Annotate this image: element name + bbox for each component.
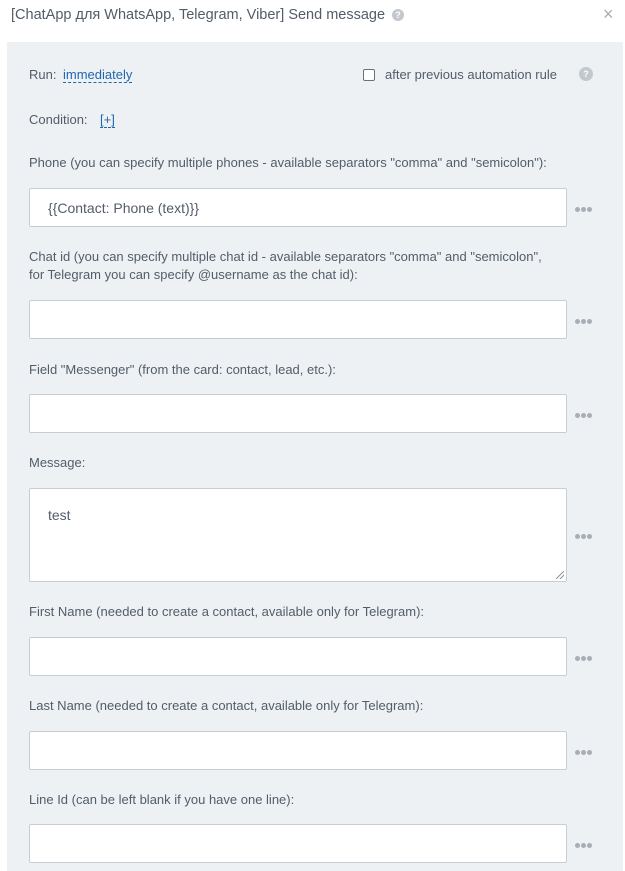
- phone-input[interactable]: [29, 188, 567, 227]
- line-id-label: Line Id (can be left blank if you have one line):: [29, 792, 295, 807]
- settings-panel: [7, 42, 623, 871]
- close-icon[interactable]: ×: [603, 4, 614, 24]
- first-name-input[interactable]: [29, 637, 567, 676]
- last-name-more-icon[interactable]: [575, 746, 593, 758]
- messenger-label: Field "Messenger" (from the card: contact, lead, etc.):: [29, 362, 336, 377]
- line-id-input[interactable]: [29, 824, 567, 863]
- message-textarea-value: test: [48, 507, 71, 523]
- phone-more-icon[interactable]: [575, 203, 593, 215]
- help-icon[interactable]: ?: [392, 9, 404, 21]
- condition-label: Condition:: [29, 112, 88, 127]
- last-name-label: Last Name (needed to create a contact, available only for Telegram):: [29, 698, 424, 713]
- phone-input-value: {{Contact: Phone (text)}}: [48, 200, 199, 216]
- chat-id-more-icon[interactable]: [575, 315, 593, 327]
- messenger-more-icon[interactable]: [575, 409, 593, 421]
- phone-label: Phone (you can specify multiple phones - available separators "comma" and "semicolon"):: [29, 155, 547, 170]
- chat-id-label-line1: Chat id (you can specify multiple chat id - available separators "comma" and "semicolon",: [29, 249, 542, 264]
- line-id-more-icon[interactable]: [575, 839, 593, 851]
- first-name-more-icon[interactable]: [575, 652, 593, 664]
- after-previous-rule-checkbox[interactable]: [363, 69, 375, 81]
- message-more-icon[interactable]: [575, 530, 593, 542]
- after-previous-rule-label[interactable]: after previous automation rule: [385, 67, 557, 82]
- last-name-input[interactable]: [29, 731, 567, 770]
- dialog-title-text: [ChatApp для WhatsApp, Telegram, Viber] Send message: [11, 7, 386, 23]
- message-label: Message:: [29, 455, 86, 470]
- chat-id-input[interactable]: [29, 300, 567, 339]
- chat-id-label-line2: for Telegram you can specify @username as the chat id):: [29, 267, 358, 282]
- run-label: Run:: [29, 67, 57, 82]
- message-textarea[interactable]: [29, 488, 567, 582]
- messenger-input[interactable]: [29, 394, 567, 433]
- dialog-header: [0, 0, 625, 42]
- run-mode-link[interactable]: immediately: [63, 67, 133, 82]
- resize-handle-icon[interactable]: [556, 571, 564, 579]
- first-name-label: First Name (needed to create a contact, available only for Telegram):: [29, 604, 425, 619]
- dialog-title: [11, 7, 404, 23]
- add-condition-link[interactable]: [+]: [100, 112, 115, 127]
- help-icon[interactable]: ?: [579, 67, 593, 81]
